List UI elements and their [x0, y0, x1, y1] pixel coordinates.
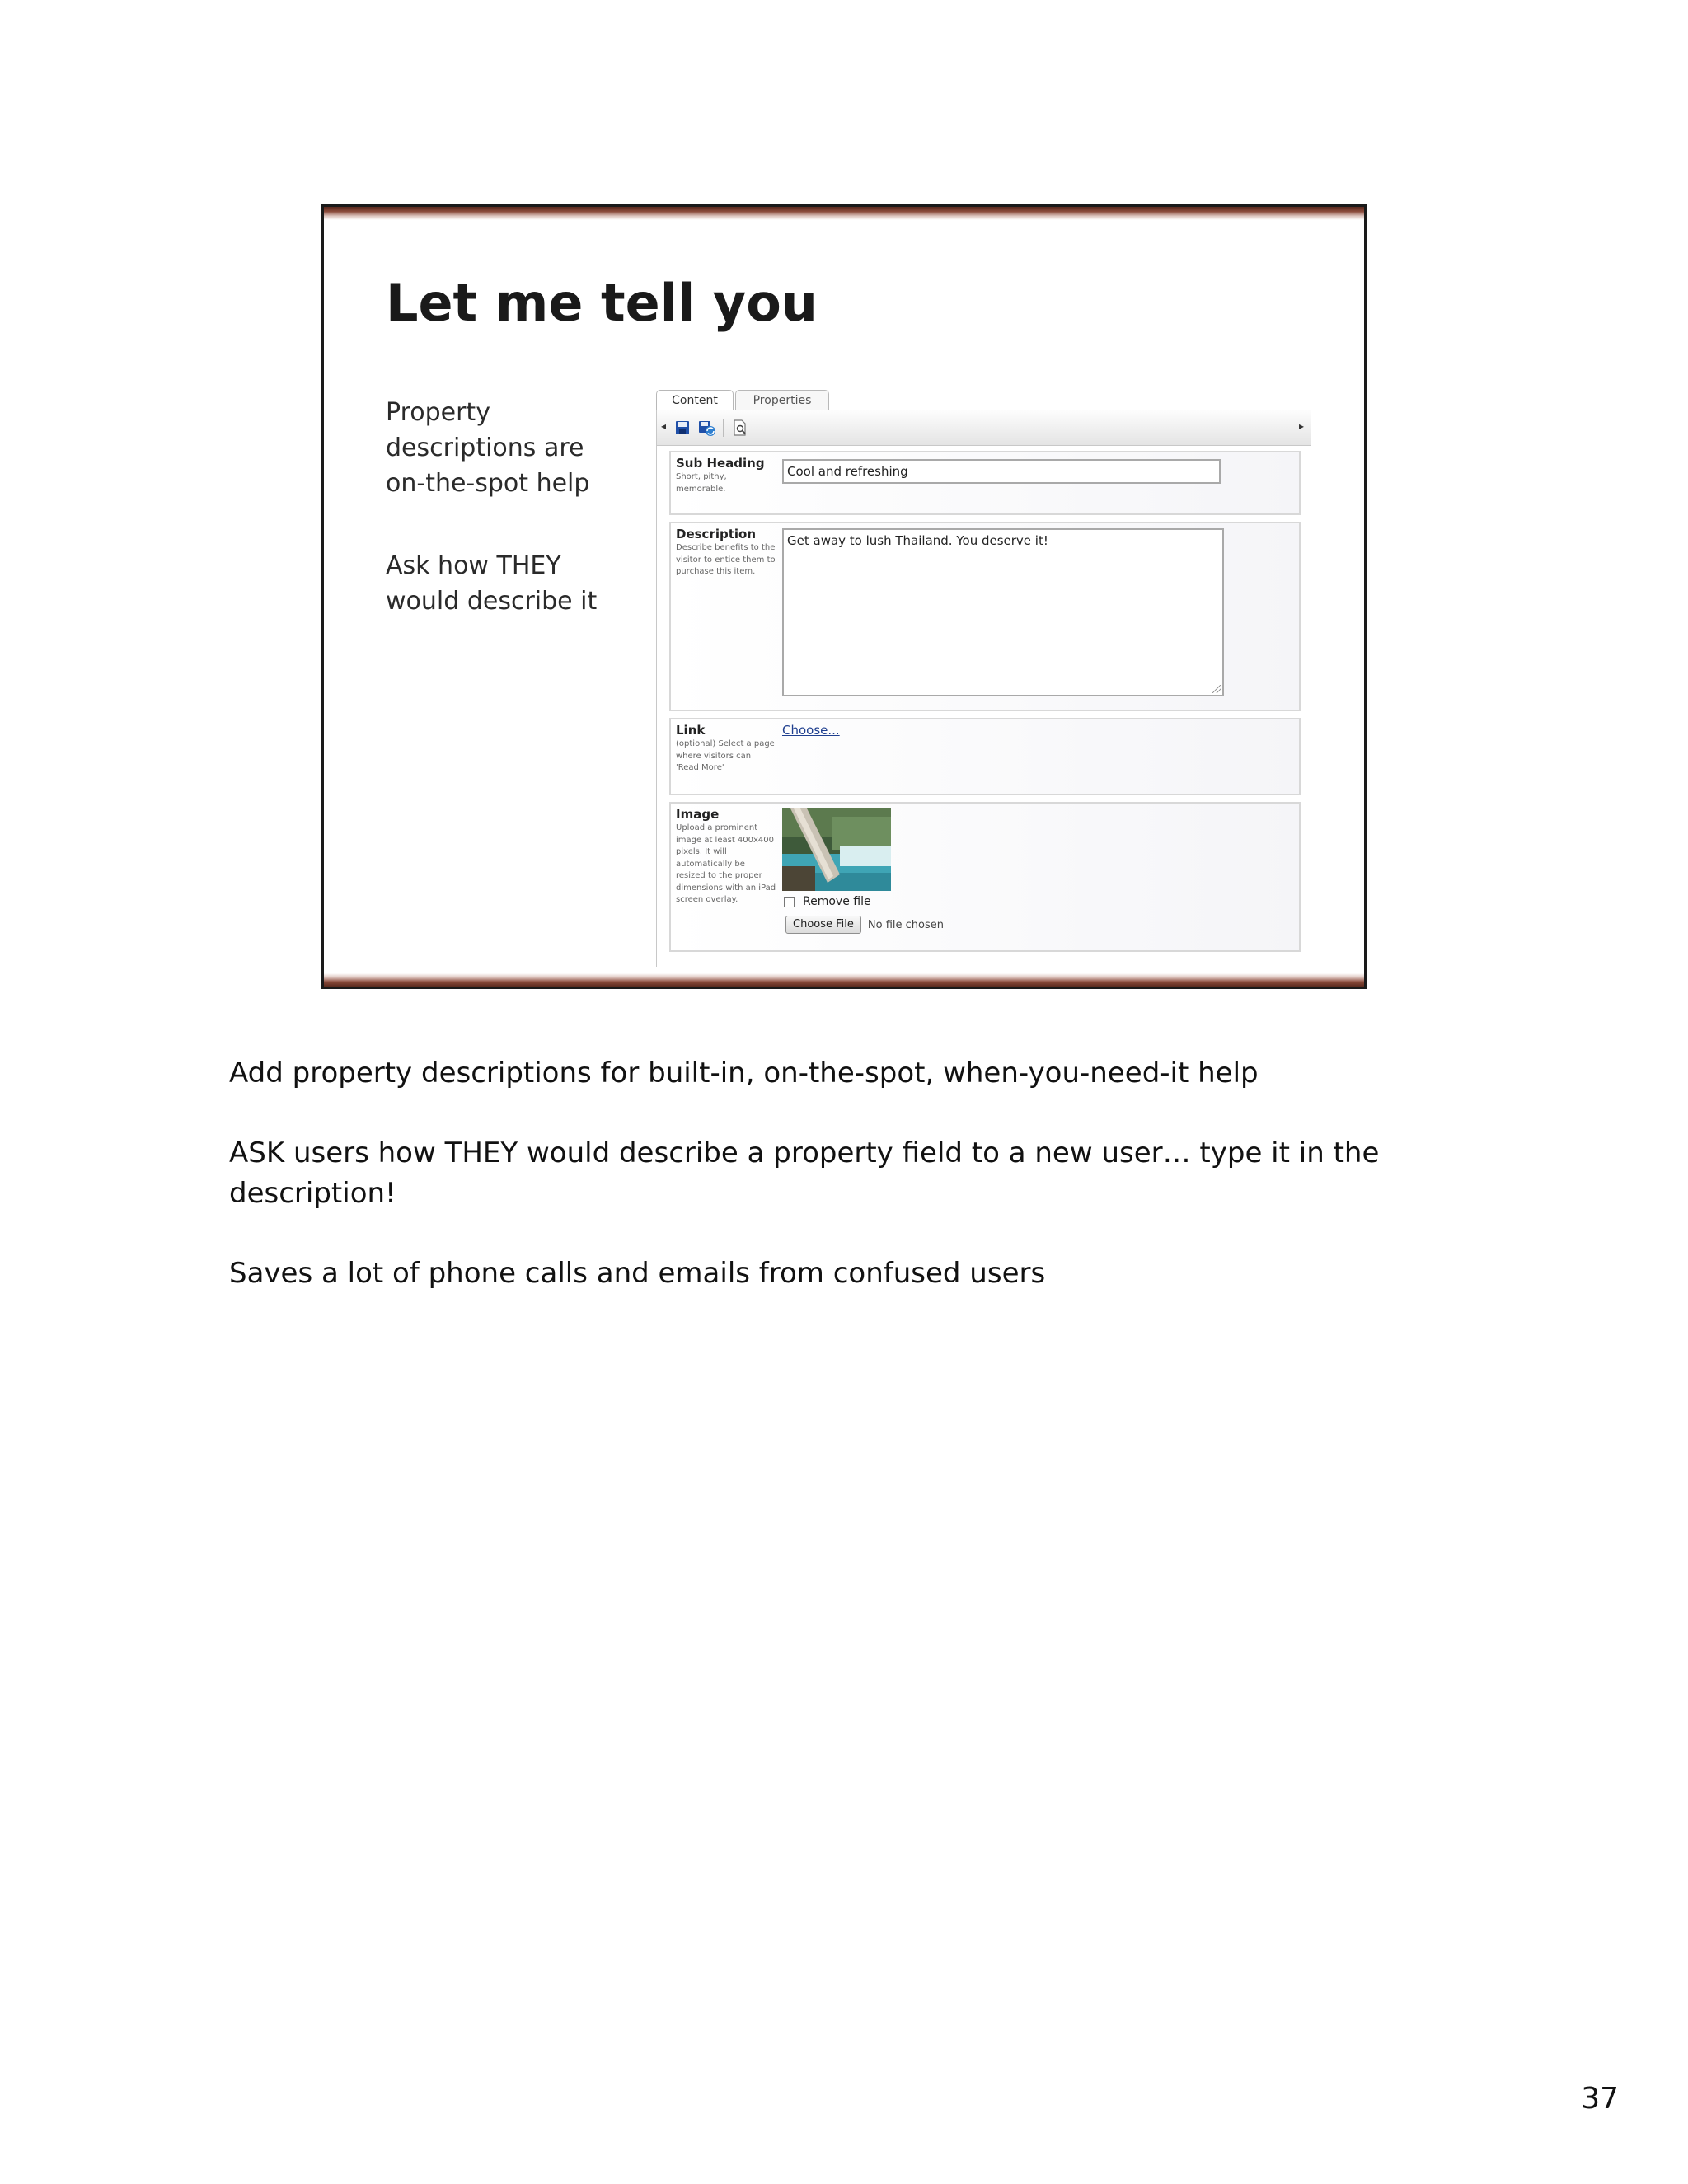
image-help: Upload a prominent image at least 400x400 pixels. It will automatically be resized to the proper dimensions with an iPad screen overlay. [676, 823, 776, 904]
description-field [669, 522, 1301, 711]
sub-heading-help: Short, pithy, memorable. [676, 472, 727, 494]
link-field [669, 718, 1301, 795]
page-number: 37 [1581, 2082, 1619, 2116]
sub-heading-input[interactable]: Cool and refreshing [782, 459, 1221, 484]
description-help: Describe benefits to the visitor to entice them to purchase this item. [676, 543, 776, 576]
sub-heading-field [669, 451, 1301, 515]
tab-content[interactable]: Content [656, 390, 734, 410]
slide-bottom-border [324, 973, 1364, 987]
preview-icon[interactable] [731, 419, 749, 437]
file-upload [785, 916, 944, 934]
remove-file-checkbox[interactable] [784, 897, 795, 907]
image-field [669, 802, 1301, 952]
resize-grip-icon[interactable] [1212, 685, 1221, 693]
description-textarea[interactable] [782, 528, 1224, 696]
save-and-publish-icon[interactable] [698, 419, 716, 437]
note-paragraph: Saves a lot of phone calls and emails from confused users [229, 1257, 1046, 1290]
slide [321, 204, 1367, 989]
slide-bullet: Ask how THEY would describe it [386, 551, 598, 616]
remove-file-option[interactable] [784, 895, 871, 908]
image-thumbnail [782, 808, 891, 891]
note-paragraph: Add property descriptions for built-in, on-the-spot, when-you-need-it help [229, 1057, 1259, 1090]
save-icon[interactable] [673, 419, 692, 437]
remove-file-label: Remove file [803, 895, 871, 908]
slide-top-border [324, 207, 1364, 220]
slide-bullet: Property descriptions are on-the-spot help [386, 398, 590, 498]
description-label: Description [676, 527, 757, 541]
link-help: (optional) Select a page where visitors can 'Read More' [676, 739, 775, 772]
tab-properties[interactable]: Properties [735, 390, 829, 410]
file-status: No file chosen [867, 918, 944, 931]
sub-heading-label: Sub Heading [676, 456, 765, 471]
slide-title: Let me tell you [386, 273, 818, 333]
scroll-right-icon[interactable]: ▸ [1298, 420, 1304, 432]
speaker-notes [229, 1053, 1400, 1333]
link-label: Link [676, 723, 706, 738]
editor-panel [656, 446, 1311, 967]
choose-file-button[interactable]: Choose File [785, 916, 861, 934]
scroll-left-icon[interactable]: ◂ [661, 420, 667, 432]
choose-link[interactable]: Choose... [782, 723, 840, 738]
description-value: Get away to lush Thailand. You deserve it! [787, 533, 1048, 548]
toolbar-separator [723, 419, 724, 437]
note-paragraph: ASK users how THEY would describe a property field to a new user… type it in the description! [229, 1137, 1380, 1210]
image-label: Image [676, 807, 720, 822]
content-editor [656, 390, 1311, 967]
editor-toolbar [656, 410, 1311, 446]
